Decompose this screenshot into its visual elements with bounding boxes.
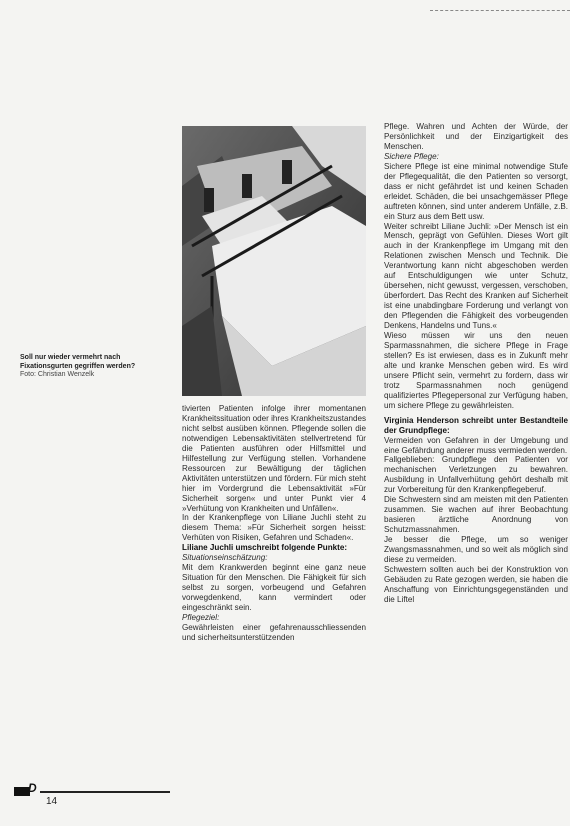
paragraph: Sichere Pflege ist eine minimal notwendige Stufe der Pflegequalität, die den Patienten so versorgt, dass er nicht gefährdet ist und keinen Schaden erleidet. Schäden, die bei unsachgemässer Pflege auftreten können, sind unter anderem Unfälle, z.B. ein Sturz aus dem Bett usw. — [384, 161, 568, 221]
section-letter: D — [28, 781, 37, 795]
hospital-bed-photo — [182, 126, 366, 396]
paragraph: Gewährleisten einer gefahrenausschliessenden und sicherheitsunterstützenden — [182, 622, 366, 642]
paragraph: In der Krankenpflege von Liliane Juchli steht zu diesem Thema: »Für Sicherheit sorgen heisst: Verhüten von Risiken, Gefahren und Schaden«. — [182, 513, 366, 543]
photo-caption — [20, 354, 170, 380]
subheading: Liliane Juchli umschreibt folgende Punkte: — [182, 543, 348, 553]
paragraph: Mit dem Krankwerden beginnt eine ganz neue Situation für den Menschen. Die Fähigkeit für sich selbst zu sorgen, vorbeugend und Gefahren vorwegdenkend, kann vermindert oder eingeschränkt sein. — [182, 563, 366, 613]
paragraph: Weiter schreibt Liliane Juchli: »Der Mensch ist ein Mensch, geprägt von Gefühlen. Dieses Wort gilt auch in der Krankenpflege im Umgang mit den Relationen zwischen Mensch und Technik. Die Verantwortung kann nicht abgeschoben werden auf Entschuldigungen wie unter Schutz, übersehen, nicht gewusst, vergessen, verschoben, überfordert. Das Recht des Kranken auf Sicherheit ist eine unabdingbare Forderung und verlangt von den Pflegenden die Fähigkeit des vorbeugenden Denkens, Handelns und Tuns.« — [384, 221, 568, 331]
paragraph: Wieso müssen wir uns den neuen Sparmassnahmen, die sichere Pflege in Frage stellen? Es ist erwiesen, dass es in Zukunft mehr alte und kranke Menschen geben wird. Es wird unsere Pflicht sein, vermehrt zu fordern, dass wir trotz Sparmassnahmen noch genügend qualifiziertes Pflegepersonal zur Verfügung haben, um sichere Pflege zu gewährleisten. — [384, 331, 568, 410]
paragraph: Je besser die Pflege, um so weniger Zwangsmassnahmen, und so weit als möglich sind diese zu vermeiden. — [384, 535, 568, 564]
paragraph: Sichere Pflege: — [384, 151, 439, 161]
caption-title: Soll nur wieder vermehrt nach Fixationsgurten gegriffen werden? — [20, 354, 136, 370]
article-column-right — [384, 122, 568, 812]
top-rule — [430, 10, 570, 11]
paragraph: Situationseinschätzung: — [182, 553, 268, 563]
paragraph: Die Schwestern sind am meisten mit den Patienten zusammen. Sie wachen auf ihrer Beobachtung basieren ärztliche Anordnung von Schutzmassnahmen. — [384, 495, 568, 535]
paragraph: Vermeiden von Gefahren in der Umgebung und eine Gefährdung anderer muss vermieden werden. — [384, 435, 568, 455]
paragraph: Fallgeblieben: Grundpflege den Patienten vor mechanischen Verletzungen zu bewahren. Ausbildung in Unfallverhütung gehört deshalb mit zur Vorbereitung für den Krankenpflegeberuf. — [384, 455, 568, 495]
article-column-middle — [182, 404, 366, 804]
hospital-bed-illustration — [182, 126, 366, 396]
paragraph: Pflegeziel: — [182, 613, 220, 623]
paragraph: Schwestern sollten auch bei der Konstruktion von Gebäuden zu Rate gezogen werden, sie haben die Anschaffung von Einrichtungsgegenständen und die Liftel — [384, 564, 568, 604]
paragraph: tivierten Patienten infolge ihrer momentanen Krankheitssituation oder ihres Krankheitszustandes nicht selbst ausüben können. Pflegende sollen die notwendigen Lebensaktivitäten stellvertretend für die Patienten ausführen oder Hilfsmittel und Hilfestellung zur Verfügung stellen. Vorhandene Ressourcen zur Bewältigung der täglichen Aktivitäten unterstützen und fördern. Für mich steht hier im Vordergrund die Lebensaktivität »Für Sicherheit sorgen« und unter Punkt vier 4 »Verhütung von Krankheiten und Unfällen«. — [182, 404, 366, 513]
caption-credit: Foto: Christian Wenzelk — [20, 371, 95, 379]
paragraph: Pflege. Wahren und Achten der Würde, der Persönlichkeit und der Einzigartigkeit des Menschen. — [384, 122, 568, 151]
page-number: 14 — [46, 796, 58, 807]
subheading: Virginia Henderson schreibt unter Bestandteile der Grundpflege: — [384, 415, 568, 435]
section-rule — [40, 791, 170, 793]
